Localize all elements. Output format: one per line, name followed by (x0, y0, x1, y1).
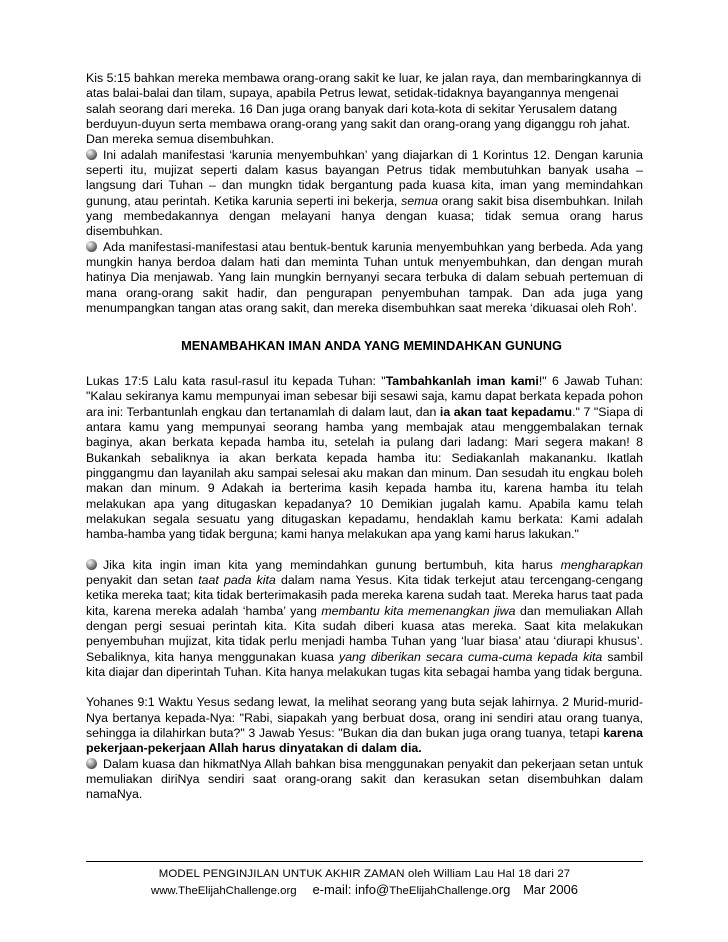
paragraph-gift-of-healing: Ini adalah manifestasi ‘karunia menyembuhkan’ yang diajarkan di 1 Korintus 12. Dengan karunia seperti itu, mujizat seperti dalam kasus bayangan Petrus tidak membutuhkan banyak usaha – langsung dari Tuhan – dan mungkn tidak bergantung pada kuasa kita, iman yang memindahkan gunung, atau perintah. Ketika karunia seperti ini bekerja, semua orang sakit bisa disembuhkan. Inilah yang membedakannya dengan melayani hanya dengan kuasa; tidak semua orang harus disembuhkan. (86, 147, 643, 239)
paragraph-manifestations: Ada manifestasi-manifestasi atau bentuk-bentuk karunia menyembuhkan yang berbeda. Ada yang mungkin hanya berdoa dalam hati dan meminta Tuhan untuk menyembuhkan, dan dengan murah hatinya Dia menjawab. Yang lain mungkin bernyanyi secara terbuka di dalam sebuah pertemuan di mana orang-orang sakit hadir, dan pengurapan penyembuhan tampak. Dan ada juga yang menumpangkan tangan atas orang sakit, dan mereka disembuhkan saat mereka ‘dikuasai oleh Roh’. (86, 239, 643, 316)
footer-website[interactable]: www.TheElijahChallenge.org (150, 885, 297, 897)
footer-email-tld: .org (488, 882, 511, 897)
footer-contact-line (86, 882, 643, 899)
paragraph-gap (86, 680, 643, 695)
page-footer (86, 861, 643, 899)
sphere-bullet-icon (86, 559, 97, 570)
paragraph-god-wisdom: Dalam kuasa dan hikmatNya Allah bahkan bisa menggunakan penyakit dan pekerjaan setan untuk memuliakan diriNya sendiri saat orang-orang sakit dan kerasukan setan disembuhkan dalam namaNya. (86, 756, 643, 802)
paragraph-luke-17-5: Lukas 17:5 Lalu kata rasul-rasul itu kepada Tuhan: "Tambahkanlah iman kami!" 6 Jawab Tuhan: "Kalau sekiranya kamu mempunyai iman sebesar biji sesawi saja, kamu dapat berkata kepada pohon ara ini: Terbantunlah engkau dan tertanamlah di dalam laut, dan ia akan taat kepadamu." 7 "Siapa di antara kamu yang mempunyai seorang hamba yang membajak atau menggembalakan ternak baginya, akan berkata kepada hamba itu, setelah ia pulang dari ladang: Mari segera makan! 8 Bukankah sebaliknya ia akan berkata kepada hamba itu: Sediakanlah makananku. Ikatlah pinggangmu dan layanilah aku sampai selesai aku makan dan minum. Dan sesudah itu engkau boleh makan dan minum. 9 Adakah ia berterima kasih kepada hamba itu, karena hamba itu telah melakukan apa yang ditugaskan kepadanya? 10 Demikian jugalah kamu. Apabila kamu telah melakukan segala sesuatu yang ditugaskan kepadamu, hendaklah kamu berkata: Kami adalah hamba-hamba yang tidak berguna; kami hanya melakukan apa yang kami harus lakukan." (86, 373, 644, 542)
footer-title-line: MODEL PENGINJILAN UNTUK AKHIR ZAMAN oleh William Lau Hal 18 dari 27 (158, 868, 571, 880)
sphere-bullet-icon (86, 149, 97, 160)
paragraph-john-9-1: Yohanes 9:1 Waktu Yesus sedang lewat, Ia melihat seorang yang buta sejak lahirnya. 2 Murid-murid-Nya bertanya kepada-Nya: "Rabi, siapakah yang berbuat dosa, orang ini sendiri atau orang tuanya, sehingga ia dilahirkan buta?" 3 Jawab Yesus: "Bukan dia dan bukan juga orang tuanya, tetapi karena pekerjaan-pekerjaan Allah harus dinyatakan di dalam dia. (86, 695, 643, 756)
document-body (86, 71, 643, 803)
sphere-bullet-icon (86, 241, 97, 252)
sphere-bullet-icon (86, 758, 97, 769)
paragraph-gap (86, 543, 643, 558)
paragraph-acts-5-15: Kis 5:15 bahkan mereka membawa orang-orang sakit ke luar, ke jalan raya, dan membaringkannya di atas balai-balai dan tilam, supaya, apabila Petrus lewat, setidak-tidaknya bayangannya mengenai salah seorang dari mereka. 16 Dan juga orang banyak dari kota-kota di sekitar Yerusalem datang berduyun-duyun serta membawa orang-orang yang sakit dan orang-orang yang diganggu roh jahat. Dan mereka semua disembuhkan. (86, 71, 642, 147)
paragraph-growing-faith: Jika kita ingin iman kita yang memindahkan gunung bertumbuh, kita harus mengharapkan penyakit dan setan taat pada kita dalam nama Yesus. Kita tidak terkejut atau tercengang-cengang ketika mereka taat; kita tidak berterimakasih pada mereka karena sudah taat. Mereka harus taat pada kita, karena mereka adalah ‘hamba’ yang membantu kita memenangkan jiwa dan memuliakan Allah dengan pergi sesuai perintah kita. Kita sudah diberi kuasa atas mereka. Saat kita melakukan penyembuhan mujizat, kita tidak perlu menjadi hamba Tuhan yang ‘luar biasa’ atau ‘diurapi khusus’. Sebaliknya, kita hanya menggunakan kuasa yang diberikan secara cuma-cuma kepada kita sambil kita diajar dan diperintah Tuhan. Kita hanya melakukan tugas kita sebagai hamba yang tidak berguna. (86, 557, 644, 680)
section-heading: MENAMBAHKAN IMAN ANDA YANG MEMINDAHKAN GUNUNG (181, 337, 562, 353)
footer-email-label: e-mail: info@ (312, 882, 390, 897)
footer-date: Mar 2006 (523, 882, 579, 897)
footer-email-domain[interactable]: TheElijahChallenge (389, 885, 489, 897)
